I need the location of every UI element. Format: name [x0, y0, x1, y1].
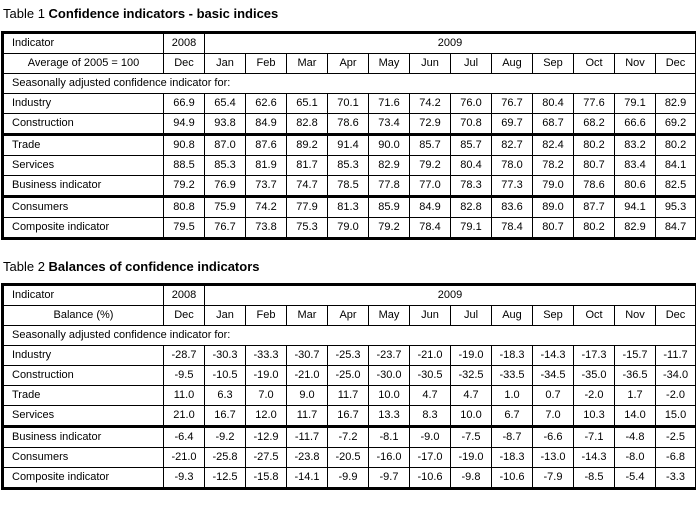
- row-label: Composite indicator: [3, 468, 164, 489]
- value-cell: 76.7: [492, 94, 533, 114]
- value-cell: 66.9: [164, 94, 205, 114]
- value-cell: 80.7: [533, 218, 574, 239]
- table-row: [3, 197, 696, 218]
- row-label: Construction: [3, 114, 164, 135]
- value-cell: 84.1: [656, 156, 696, 176]
- value-cell: 78.6: [574, 176, 615, 197]
- value-cell: -3.3: [656, 468, 696, 489]
- value-cell: -17.0: [410, 448, 451, 468]
- table-row: [3, 94, 696, 114]
- value-cell: 77.9: [287, 197, 328, 218]
- value-cell: 74.7: [287, 176, 328, 197]
- value-cell: -5.4: [615, 468, 656, 489]
- table-row: [3, 346, 696, 366]
- value-cell: 78.6: [328, 114, 369, 135]
- table1-title-name: Confidence indicators - basic indices: [48, 6, 279, 21]
- table-row: [3, 448, 696, 468]
- table1-title-number: Table 1: [3, 6, 45, 21]
- value-cell: 85.3: [328, 156, 369, 176]
- value-cell: 80.8: [164, 197, 205, 218]
- value-cell: -15.7: [615, 346, 656, 366]
- value-cell: 79.2: [410, 156, 451, 176]
- table-row: [3, 366, 696, 386]
- value-cell: -9.3: [164, 468, 205, 489]
- value-cell: 83.2: [615, 135, 656, 156]
- value-cell: 78.4: [492, 218, 533, 239]
- value-cell: 81.3: [328, 197, 369, 218]
- table2-indicator-header: Indicator: [3, 285, 164, 306]
- value-cell: 80.6: [615, 176, 656, 197]
- value-cell: 4.7: [410, 386, 451, 406]
- month-header: Apr: [328, 306, 369, 326]
- value-cell: 9.0: [287, 386, 328, 406]
- table2-body: [3, 346, 696, 489]
- table1-section-label: Seasonally adjusted confidence indicator for:: [3, 74, 696, 94]
- value-cell: -8.7: [492, 427, 533, 448]
- value-cell: -34.0: [656, 366, 696, 386]
- value-cell: 82.5: [656, 176, 696, 197]
- value-cell: -25.0: [328, 366, 369, 386]
- value-cell: 78.5: [328, 176, 369, 197]
- row-label: Business indicator: [3, 176, 164, 197]
- value-cell: 71.6: [369, 94, 410, 114]
- value-cell: 82.8: [451, 197, 492, 218]
- table1-confidence-indices: [1, 31, 696, 240]
- value-cell: 65.4: [205, 94, 246, 114]
- value-cell: 82.7: [492, 135, 533, 156]
- value-cell: 1.0: [492, 386, 533, 406]
- value-cell: 84.9: [246, 114, 287, 135]
- value-cell: -33.3: [246, 346, 287, 366]
- value-cell: -32.5: [451, 366, 492, 386]
- value-cell: 83.6: [492, 197, 533, 218]
- value-cell: -19.0: [246, 366, 287, 386]
- value-cell: 78.0: [492, 156, 533, 176]
- row-label: Business indicator: [3, 427, 164, 448]
- month-header: Mar: [287, 54, 328, 74]
- month-header: Aug: [492, 306, 533, 326]
- value-cell: 90.0: [369, 135, 410, 156]
- value-cell: 14.0: [615, 406, 656, 427]
- value-cell: 90.8: [164, 135, 205, 156]
- table-row: [3, 386, 696, 406]
- value-cell: -25.3: [328, 346, 369, 366]
- value-cell: 89.2: [287, 135, 328, 156]
- value-cell: 69.7: [492, 114, 533, 135]
- month-header: Sep: [533, 306, 574, 326]
- row-label: Trade: [3, 135, 164, 156]
- value-cell: 73.4: [369, 114, 410, 135]
- value-cell: -36.5: [615, 366, 656, 386]
- value-cell: -9.0: [410, 427, 451, 448]
- value-cell: 80.2: [574, 218, 615, 239]
- value-cell: 6.3: [205, 386, 246, 406]
- value-cell: -10.6: [492, 468, 533, 489]
- value-cell: 80.7: [574, 156, 615, 176]
- month-header: Dec: [164, 306, 205, 326]
- table2-title-number: Table 2: [3, 259, 45, 274]
- value-cell: -30.5: [410, 366, 451, 386]
- value-cell: 16.7: [205, 406, 246, 427]
- value-cell: 79.0: [533, 176, 574, 197]
- month-header: Oct: [574, 54, 615, 74]
- value-cell: 77.0: [410, 176, 451, 197]
- value-cell: -14.1: [287, 468, 328, 489]
- value-cell: 65.1: [287, 94, 328, 114]
- value-cell: 85.3: [205, 156, 246, 176]
- value-cell: 10.0: [451, 406, 492, 427]
- month-header: Dec: [164, 54, 205, 74]
- value-cell: -11.7: [287, 427, 328, 448]
- table1-indicator-header: Indicator: [3, 33, 164, 54]
- month-header: May: [369, 54, 410, 74]
- table-row: [3, 156, 696, 176]
- value-cell: -6.6: [533, 427, 574, 448]
- value-cell: -25.8: [205, 448, 246, 468]
- value-cell: 77.6: [574, 94, 615, 114]
- value-cell: 76.0: [451, 94, 492, 114]
- table-row: [3, 218, 696, 239]
- month-header: Apr: [328, 54, 369, 74]
- value-cell: 11.7: [287, 406, 328, 427]
- value-cell: 73.8: [246, 218, 287, 239]
- month-header: Jan: [205, 54, 246, 74]
- table1-subtitle: Average of 2005 = 100: [3, 54, 164, 74]
- month-header: Jun: [410, 54, 451, 74]
- value-cell: -12.5: [205, 468, 246, 489]
- value-cell: 80.2: [656, 135, 696, 156]
- value-cell: 76.7: [205, 218, 246, 239]
- row-label: Trade: [3, 386, 164, 406]
- value-cell: -33.5: [492, 366, 533, 386]
- table2-year-2008: 2008: [164, 285, 205, 306]
- value-cell: 95.3: [656, 197, 696, 218]
- value-cell: -7.9: [533, 468, 574, 489]
- value-cell: 68.2: [574, 114, 615, 135]
- value-cell: 94.9: [164, 114, 205, 135]
- value-cell: -23.7: [369, 346, 410, 366]
- table2-title-name: Balances of confidence indicators: [48, 259, 260, 274]
- table2-section-label: Seasonally adjusted confidence indicator for:: [3, 326, 696, 346]
- month-header: Aug: [492, 54, 533, 74]
- row-label: Services: [3, 406, 164, 427]
- value-cell: 75.3: [287, 218, 328, 239]
- value-cell: -8.5: [574, 468, 615, 489]
- table1-body: [3, 94, 696, 239]
- value-cell: 87.7: [574, 197, 615, 218]
- value-cell: 62.6: [246, 94, 287, 114]
- value-cell: 83.4: [615, 156, 656, 176]
- value-cell: -9.2: [205, 427, 246, 448]
- value-cell: 74.2: [246, 197, 287, 218]
- value-cell: 84.7: [656, 218, 696, 239]
- value-cell: -9.5: [164, 366, 205, 386]
- table-row: [3, 135, 696, 156]
- table2-title: [3, 259, 260, 275]
- value-cell: -9.9: [328, 468, 369, 489]
- value-cell: 12.0: [246, 406, 287, 427]
- value-cell: 4.7: [451, 386, 492, 406]
- table-row: [3, 427, 696, 448]
- value-cell: -6.4: [164, 427, 205, 448]
- value-cell: 72.9: [410, 114, 451, 135]
- value-cell: 79.1: [451, 218, 492, 239]
- value-cell: -17.3: [574, 346, 615, 366]
- value-cell: -21.0: [410, 346, 451, 366]
- value-cell: 69.2: [656, 114, 696, 135]
- value-cell: 79.2: [164, 176, 205, 197]
- value-cell: -4.8: [615, 427, 656, 448]
- table2-confidence-balances: [1, 283, 696, 490]
- value-cell: -13.0: [533, 448, 574, 468]
- value-cell: -19.0: [451, 346, 492, 366]
- value-cell: 11.7: [328, 386, 369, 406]
- value-cell: 89.0: [533, 197, 574, 218]
- value-cell: -21.0: [164, 448, 205, 468]
- value-cell: 0.7: [533, 386, 574, 406]
- value-cell: 10.3: [574, 406, 615, 427]
- value-cell: -2.0: [574, 386, 615, 406]
- value-cell: 79.5: [164, 218, 205, 239]
- value-cell: 11.0: [164, 386, 205, 406]
- value-cell: -10.5: [205, 366, 246, 386]
- value-cell: 78.2: [533, 156, 574, 176]
- row-label: Consumers: [3, 197, 164, 218]
- value-cell: -21.0: [287, 366, 328, 386]
- value-cell: 77.8: [369, 176, 410, 197]
- table-row: [3, 468, 696, 489]
- month-header: Mar: [287, 306, 328, 326]
- table-row: [3, 406, 696, 427]
- table-row: [3, 114, 696, 135]
- table2-section-row: [3, 326, 696, 346]
- value-cell: 66.6: [615, 114, 656, 135]
- month-header: May: [369, 306, 410, 326]
- value-cell: 85.9: [369, 197, 410, 218]
- value-cell: 87.6: [246, 135, 287, 156]
- month-header: Dec: [656, 306, 696, 326]
- value-cell: -34.5: [533, 366, 574, 386]
- value-cell: 70.8: [451, 114, 492, 135]
- value-cell: 82.4: [533, 135, 574, 156]
- table2-subtitle: Balance (%): [3, 306, 164, 326]
- value-cell: -15.8: [246, 468, 287, 489]
- row-label: Consumers: [3, 448, 164, 468]
- value-cell: -2.0: [656, 386, 696, 406]
- value-cell: 16.7: [328, 406, 369, 427]
- value-cell: 80.4: [451, 156, 492, 176]
- table2-year-2009: 2009: [205, 285, 696, 306]
- table1-title: [3, 6, 278, 22]
- month-header: Feb: [246, 54, 287, 74]
- value-cell: -9.8: [451, 468, 492, 489]
- table1-header-year-row: [3, 33, 696, 54]
- value-cell: -20.5: [328, 448, 369, 468]
- value-cell: -35.0: [574, 366, 615, 386]
- value-cell: 21.0: [164, 406, 205, 427]
- month-header: Jan: [205, 306, 246, 326]
- value-cell: 87.0: [205, 135, 246, 156]
- value-cell: 85.7: [410, 135, 451, 156]
- row-label: Construction: [3, 366, 164, 386]
- value-cell: 78.3: [451, 176, 492, 197]
- value-cell: -10.6: [410, 468, 451, 489]
- value-cell: 82.9: [369, 156, 410, 176]
- row-label: Industry: [3, 94, 164, 114]
- value-cell: 79.0: [328, 218, 369, 239]
- value-cell: 7.0: [533, 406, 574, 427]
- value-cell: -30.0: [369, 366, 410, 386]
- value-cell: -14.3: [574, 448, 615, 468]
- value-cell: 84.9: [410, 197, 451, 218]
- value-cell: -18.3: [492, 448, 533, 468]
- value-cell: -2.5: [656, 427, 696, 448]
- value-cell: 15.0: [656, 406, 696, 427]
- value-cell: 68.7: [533, 114, 574, 135]
- table1-section-row: [3, 74, 696, 94]
- row-label: Industry: [3, 346, 164, 366]
- value-cell: 93.8: [205, 114, 246, 135]
- value-cell: 70.1: [328, 94, 369, 114]
- month-header: Oct: [574, 306, 615, 326]
- value-cell: -16.0: [369, 448, 410, 468]
- value-cell: -14.3: [533, 346, 574, 366]
- row-label: Services: [3, 156, 164, 176]
- value-cell: 76.9: [205, 176, 246, 197]
- value-cell: 1.7: [615, 386, 656, 406]
- value-cell: 78.4: [410, 218, 451, 239]
- value-cell: -12.9: [246, 427, 287, 448]
- value-cell: 79.1: [615, 94, 656, 114]
- value-cell: 82.9: [615, 218, 656, 239]
- table1-year-2008: 2008: [164, 33, 205, 54]
- value-cell: 10.0: [369, 386, 410, 406]
- value-cell: 73.7: [246, 176, 287, 197]
- value-cell: 13.3: [369, 406, 410, 427]
- value-cell: 81.7: [287, 156, 328, 176]
- value-cell: -7.5: [451, 427, 492, 448]
- value-cell: -7.1: [574, 427, 615, 448]
- value-cell: 79.2: [369, 218, 410, 239]
- value-cell: 8.3: [410, 406, 451, 427]
- value-cell: 91.4: [328, 135, 369, 156]
- value-cell: -11.7: [656, 346, 696, 366]
- month-header: Sep: [533, 54, 574, 74]
- month-header: Nov: [615, 54, 656, 74]
- value-cell: 75.9: [205, 197, 246, 218]
- value-cell: 82.9: [656, 94, 696, 114]
- row-label: Composite indicator: [3, 218, 164, 239]
- value-cell: 81.9: [246, 156, 287, 176]
- month-header: Dec: [656, 54, 696, 74]
- month-header: Feb: [246, 306, 287, 326]
- value-cell: 74.2: [410, 94, 451, 114]
- value-cell: -8.0: [615, 448, 656, 468]
- value-cell: -30.3: [205, 346, 246, 366]
- value-cell: -8.1: [369, 427, 410, 448]
- value-cell: -7.2: [328, 427, 369, 448]
- month-header: Jun: [410, 306, 451, 326]
- table1-year-2009: 2009: [205, 33, 696, 54]
- value-cell: -23.8: [287, 448, 328, 468]
- value-cell: 77.3: [492, 176, 533, 197]
- table2-header-month-row: [3, 306, 696, 326]
- value-cell: 6.7: [492, 406, 533, 427]
- value-cell: 82.8: [287, 114, 328, 135]
- value-cell: -19.0: [451, 448, 492, 468]
- month-header: Jul: [451, 306, 492, 326]
- table1-header-month-row: [3, 54, 696, 74]
- value-cell: 80.2: [574, 135, 615, 156]
- month-header: Jul: [451, 54, 492, 74]
- value-cell: -28.7: [164, 346, 205, 366]
- value-cell: 94.1: [615, 197, 656, 218]
- month-header: Nov: [615, 306, 656, 326]
- value-cell: 88.5: [164, 156, 205, 176]
- value-cell: -9.7: [369, 468, 410, 489]
- value-cell: 85.7: [451, 135, 492, 156]
- value-cell: -27.5: [246, 448, 287, 468]
- value-cell: 80.4: [533, 94, 574, 114]
- value-cell: -6.8: [656, 448, 696, 468]
- value-cell: -18.3: [492, 346, 533, 366]
- table2-header-year-row: [3, 285, 696, 306]
- value-cell: -30.7: [287, 346, 328, 366]
- table-row: [3, 176, 696, 197]
- value-cell: 7.0: [246, 386, 287, 406]
